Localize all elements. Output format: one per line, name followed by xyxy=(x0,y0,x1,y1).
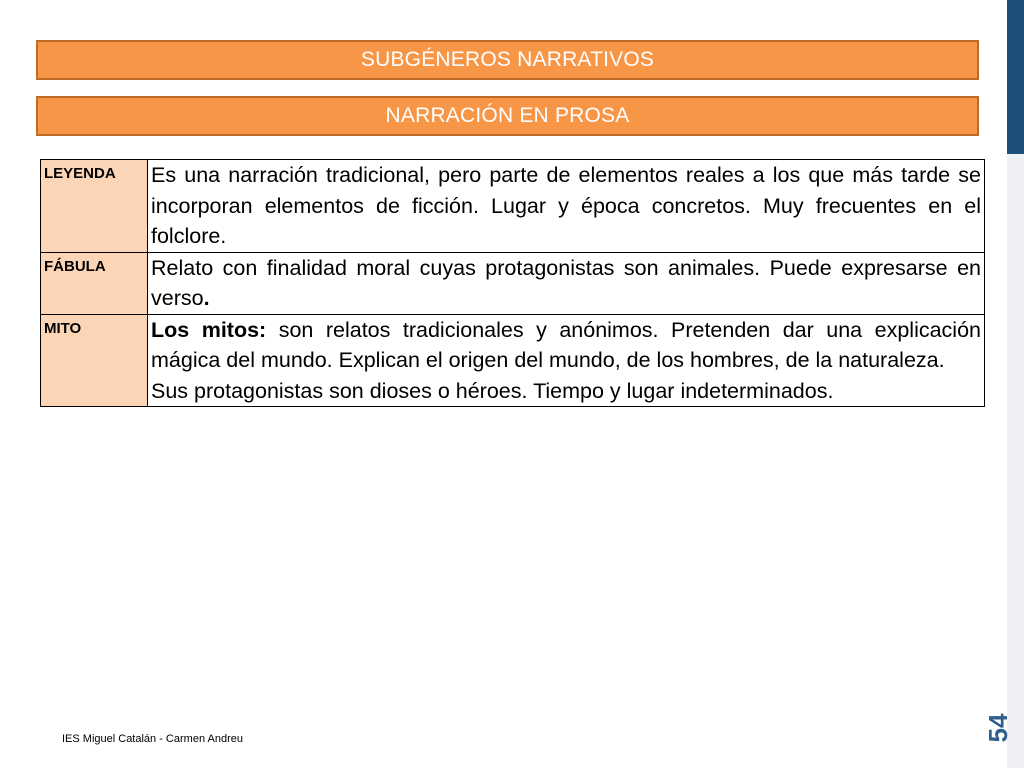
slide-subtitle: NARRACIÓN EN PROSA xyxy=(385,104,630,127)
definition-cell xyxy=(148,160,985,253)
definition-bold-suffix: . xyxy=(203,286,210,310)
term-cell: MITO xyxy=(41,314,148,407)
table-row-leyenda xyxy=(41,160,985,253)
term-cell: FÁBULA xyxy=(41,252,148,314)
definition-bold-prefix: Los mitos: xyxy=(151,317,267,342)
term-cell: LEYENDA xyxy=(41,160,148,253)
definition-text: Relato con finalidad moral cuyas protagonistas son animales. Puede expresarse en verso xyxy=(151,255,981,310)
definition-text: son relatos tradicionales y anónimos. Pretenden dar una explicación mágica del mundo. Explican el origen del mundo, de los hombres, de la naturaleza. xyxy=(151,317,981,372)
definition-text: Es una narración tradicional, pero parte de elementos reales a los que más tarde se incorporan elementos de ficción. Lugar y época concretos. Muy frecuentes en el folclore. xyxy=(151,163,981,248)
definitions-table xyxy=(40,159,985,407)
definition-cell xyxy=(148,314,985,407)
definition-cell xyxy=(148,252,985,314)
definition-text-second: Sus protagonistas son dioses o héroes. Tiempo y lugar indeterminados. xyxy=(151,378,834,403)
slide-title: SUBGÉNEROS NARRATIVOS xyxy=(360,48,655,71)
table-row-mito xyxy=(41,314,985,407)
right-sidebar-accent xyxy=(1007,0,1024,154)
page-number: 54 xyxy=(982,713,1013,743)
table-row-fabula xyxy=(41,252,985,314)
title-banner xyxy=(36,40,979,80)
subtitle-banner xyxy=(36,96,979,136)
footer-credit: IES Miguel Catalán - Carmen Andreu xyxy=(62,733,243,745)
